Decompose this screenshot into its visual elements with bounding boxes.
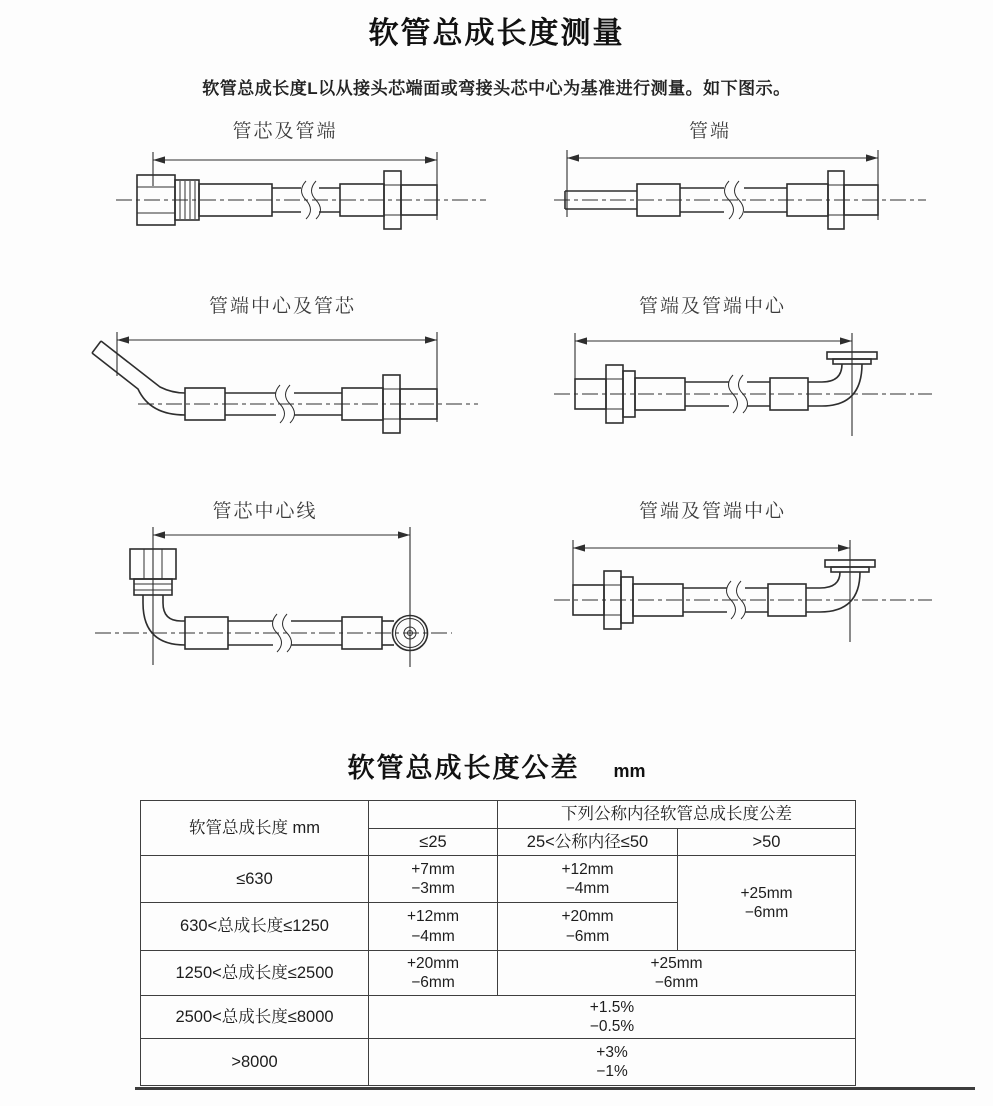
hose-drawing	[575, 352, 877, 423]
tolerance-plus: +25mm	[650, 954, 703, 972]
tolerance-minus: −6mm	[565, 927, 610, 945]
table-empty-header-cell	[369, 801, 498, 829]
tolerance-cell-merged	[678, 856, 856, 951]
tolerance-plus: +20mm	[406, 954, 460, 972]
hose-diagram-tube-end	[540, 140, 940, 262]
table-row	[141, 951, 856, 996]
tolerance-minus: −0.5%	[589, 1018, 635, 1035]
page-title: 软管总成长度测量	[368, 17, 625, 50]
tolerance-plus: +25mm	[740, 884, 793, 902]
tolerance-minus: −6mm	[744, 904, 789, 921]
range-cell: ≤630	[141, 856, 369, 903]
footer-rule	[135, 1087, 975, 1090]
tolerance-plus: +3%	[596, 1043, 628, 1061]
tolerance-minus: −4mm	[411, 927, 455, 945]
tolerance-plus: +20mm	[561, 908, 614, 926]
tolerance-table	[140, 800, 856, 1086]
table-row	[141, 1039, 856, 1086]
hose-diagram-end-and-end-center-2	[540, 518, 940, 660]
table-col-header-le25: ≤25	[369, 829, 498, 856]
hose-diagram-end-and-end-center-1	[540, 318, 940, 450]
tolerance-cell-merged	[498, 951, 856, 996]
tolerance-minus: −4mm	[565, 880, 610, 897]
table-group-header: 下列公称内径软管总成长度公差	[498, 801, 856, 829]
diagram-label-tube-end: 管端	[688, 120, 731, 142]
diagram-label-core-centerline: 管芯中心线	[212, 500, 318, 522]
hose-drawing	[573, 560, 875, 629]
table-row	[141, 856, 856, 903]
hose-diagram-core-centerline	[90, 521, 490, 679]
table-row-header: 软管总成长度 mm	[141, 801, 369, 856]
diagram-label-end-and-end-center-2: 管端及管端中心	[638, 500, 786, 522]
tolerance-plus: +1.5%	[589, 998, 635, 1016]
hose-drawing	[130, 549, 428, 652]
hose-diagram-core-and-end	[100, 140, 500, 262]
tolerance-plus: +12mm	[406, 908, 460, 926]
range-cell: 630<总成长度≤1250	[141, 903, 369, 951]
tolerance-cell	[498, 903, 678, 951]
diagram-label-end-center-and-core: 管端中心及管芯	[208, 295, 356, 317]
tolerance-cell	[369, 951, 498, 996]
table-row	[141, 996, 856, 1039]
tolerance-cell	[369, 856, 498, 903]
tolerance-plus: +12mm	[561, 860, 614, 878]
dimension-line	[573, 540, 850, 642]
tolerance-title: 软管总成长度公差	[347, 753, 580, 783]
tolerance-minus: −1%	[596, 1063, 628, 1080]
hose-drawing	[92, 341, 437, 433]
dimension-line	[153, 152, 437, 220]
hose-diagram-end-center-and-core	[90, 318, 490, 450]
table-col-header-gt50: >50	[678, 829, 856, 856]
range-cell: 2500<总成长度≤8000	[141, 996, 369, 1039]
table-col-header-25to50: 25<公称内径≤50	[498, 829, 678, 856]
diagram-label-tube-core-and-end: 管芯及管端	[232, 120, 338, 142]
range-cell: 1250<总成长度≤2500	[141, 951, 369, 996]
tolerance-cell-merged	[369, 1039, 856, 1086]
tolerance-minus: −6mm	[411, 974, 455, 991]
tolerance-minus: −3mm	[411, 880, 455, 897]
range-cell: >8000	[141, 1039, 369, 1086]
tolerance-plus: +7mm	[411, 860, 455, 878]
dimension-line	[117, 332, 437, 422]
diagram-label-end-and-end-center-1: 管端及管端中心	[638, 295, 786, 317]
tolerance-unit: mm	[613, 761, 646, 781]
tolerance-cell	[498, 856, 678, 903]
dimension-line	[575, 333, 852, 436]
tolerance-cell	[369, 903, 498, 951]
tolerance-section-title-row	[0, 746, 993, 785]
intro-text: 软管总成长度L以从接头芯端面或弯接头芯中心为基准进行测量。如下图示。	[202, 79, 791, 98]
tolerance-minus: −6mm	[654, 974, 699, 991]
tolerance-cell-merged	[369, 996, 856, 1039]
